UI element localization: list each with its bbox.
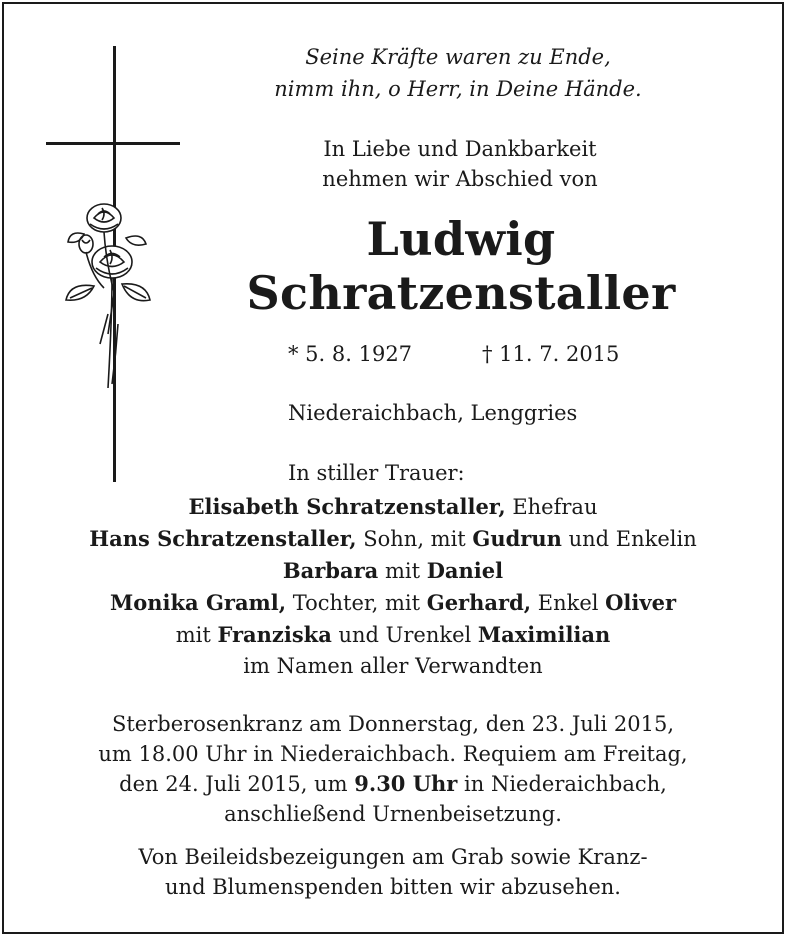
- birth-date: * 5. 8. 1927: [288, 342, 413, 366]
- roses-icon: [64, 194, 184, 394]
- deceased-first-name: Ludwig: [366, 212, 556, 266]
- intro-line-2: nehmen wir Abschied von: [322, 167, 598, 191]
- mourner-line-2: Hans Schratzenstaller, Sohn, mit Gudrun und Enkelin: [89, 526, 697, 551]
- closing-line-2: und Blumenspenden bitten wir abzusehen.: [165, 875, 621, 899]
- service-line-3: den 24. Juli 2015, um 9.30 Uhr in Niederaichbach,: [119, 771, 667, 796]
- motto: [234, 41, 682, 105]
- places: Niederaichbach, Lenggries: [288, 401, 578, 425]
- service-line-2: um 18.00 Uhr in Niederaichbach. Requiem am Freitag,: [98, 742, 688, 766]
- service-details: [4, 709, 782, 829]
- motto-line-1: Seine Kräfte waren zu Ende,: [305, 45, 611, 69]
- death-date: † 11. 7. 2015: [482, 342, 620, 366]
- obituary-frame: [2, 2, 784, 934]
- closing-line-1: Von Beileidsbezeigungen am Grab sowie Kranz-: [138, 845, 648, 869]
- life-dates: [288, 342, 412, 366]
- mourners-list: [4, 491, 782, 682]
- mourner-line-6: im Namen aller Verwandten: [243, 654, 543, 678]
- death-date-wrap: [482, 342, 619, 366]
- deceased-name: [204, 212, 718, 320]
- closing-note: [4, 842, 782, 902]
- motto-line-2: nimm ihn, o Herr, in Deine Hände.: [274, 77, 642, 101]
- mourner-line-1: Elisabeth Schratzenstaller, Ehefrau: [188, 494, 598, 519]
- mourners-heading: In stiller Trauer:: [288, 461, 465, 485]
- service-line-1: Sterberosenkranz am Donnerstag, den 23. Juli 2015,: [111, 712, 675, 736]
- mourner-line-3: Barbara mit Daniel: [282, 558, 504, 583]
- intro-line-1: In Liebe und Dankbarkeit: [323, 137, 597, 161]
- intro: [224, 134, 696, 194]
- service-line-4: anschließend Urnenbeisetzung.: [224, 802, 562, 826]
- mourner-line-4: Monika Graml, Tochter, mit Gerhard, Enkel Oliver: [109, 590, 677, 615]
- deceased-last-name: Schratzenstaller: [246, 266, 676, 320]
- mourner-line-5: mit Franziska und Urenkel Maximilian: [175, 622, 611, 647]
